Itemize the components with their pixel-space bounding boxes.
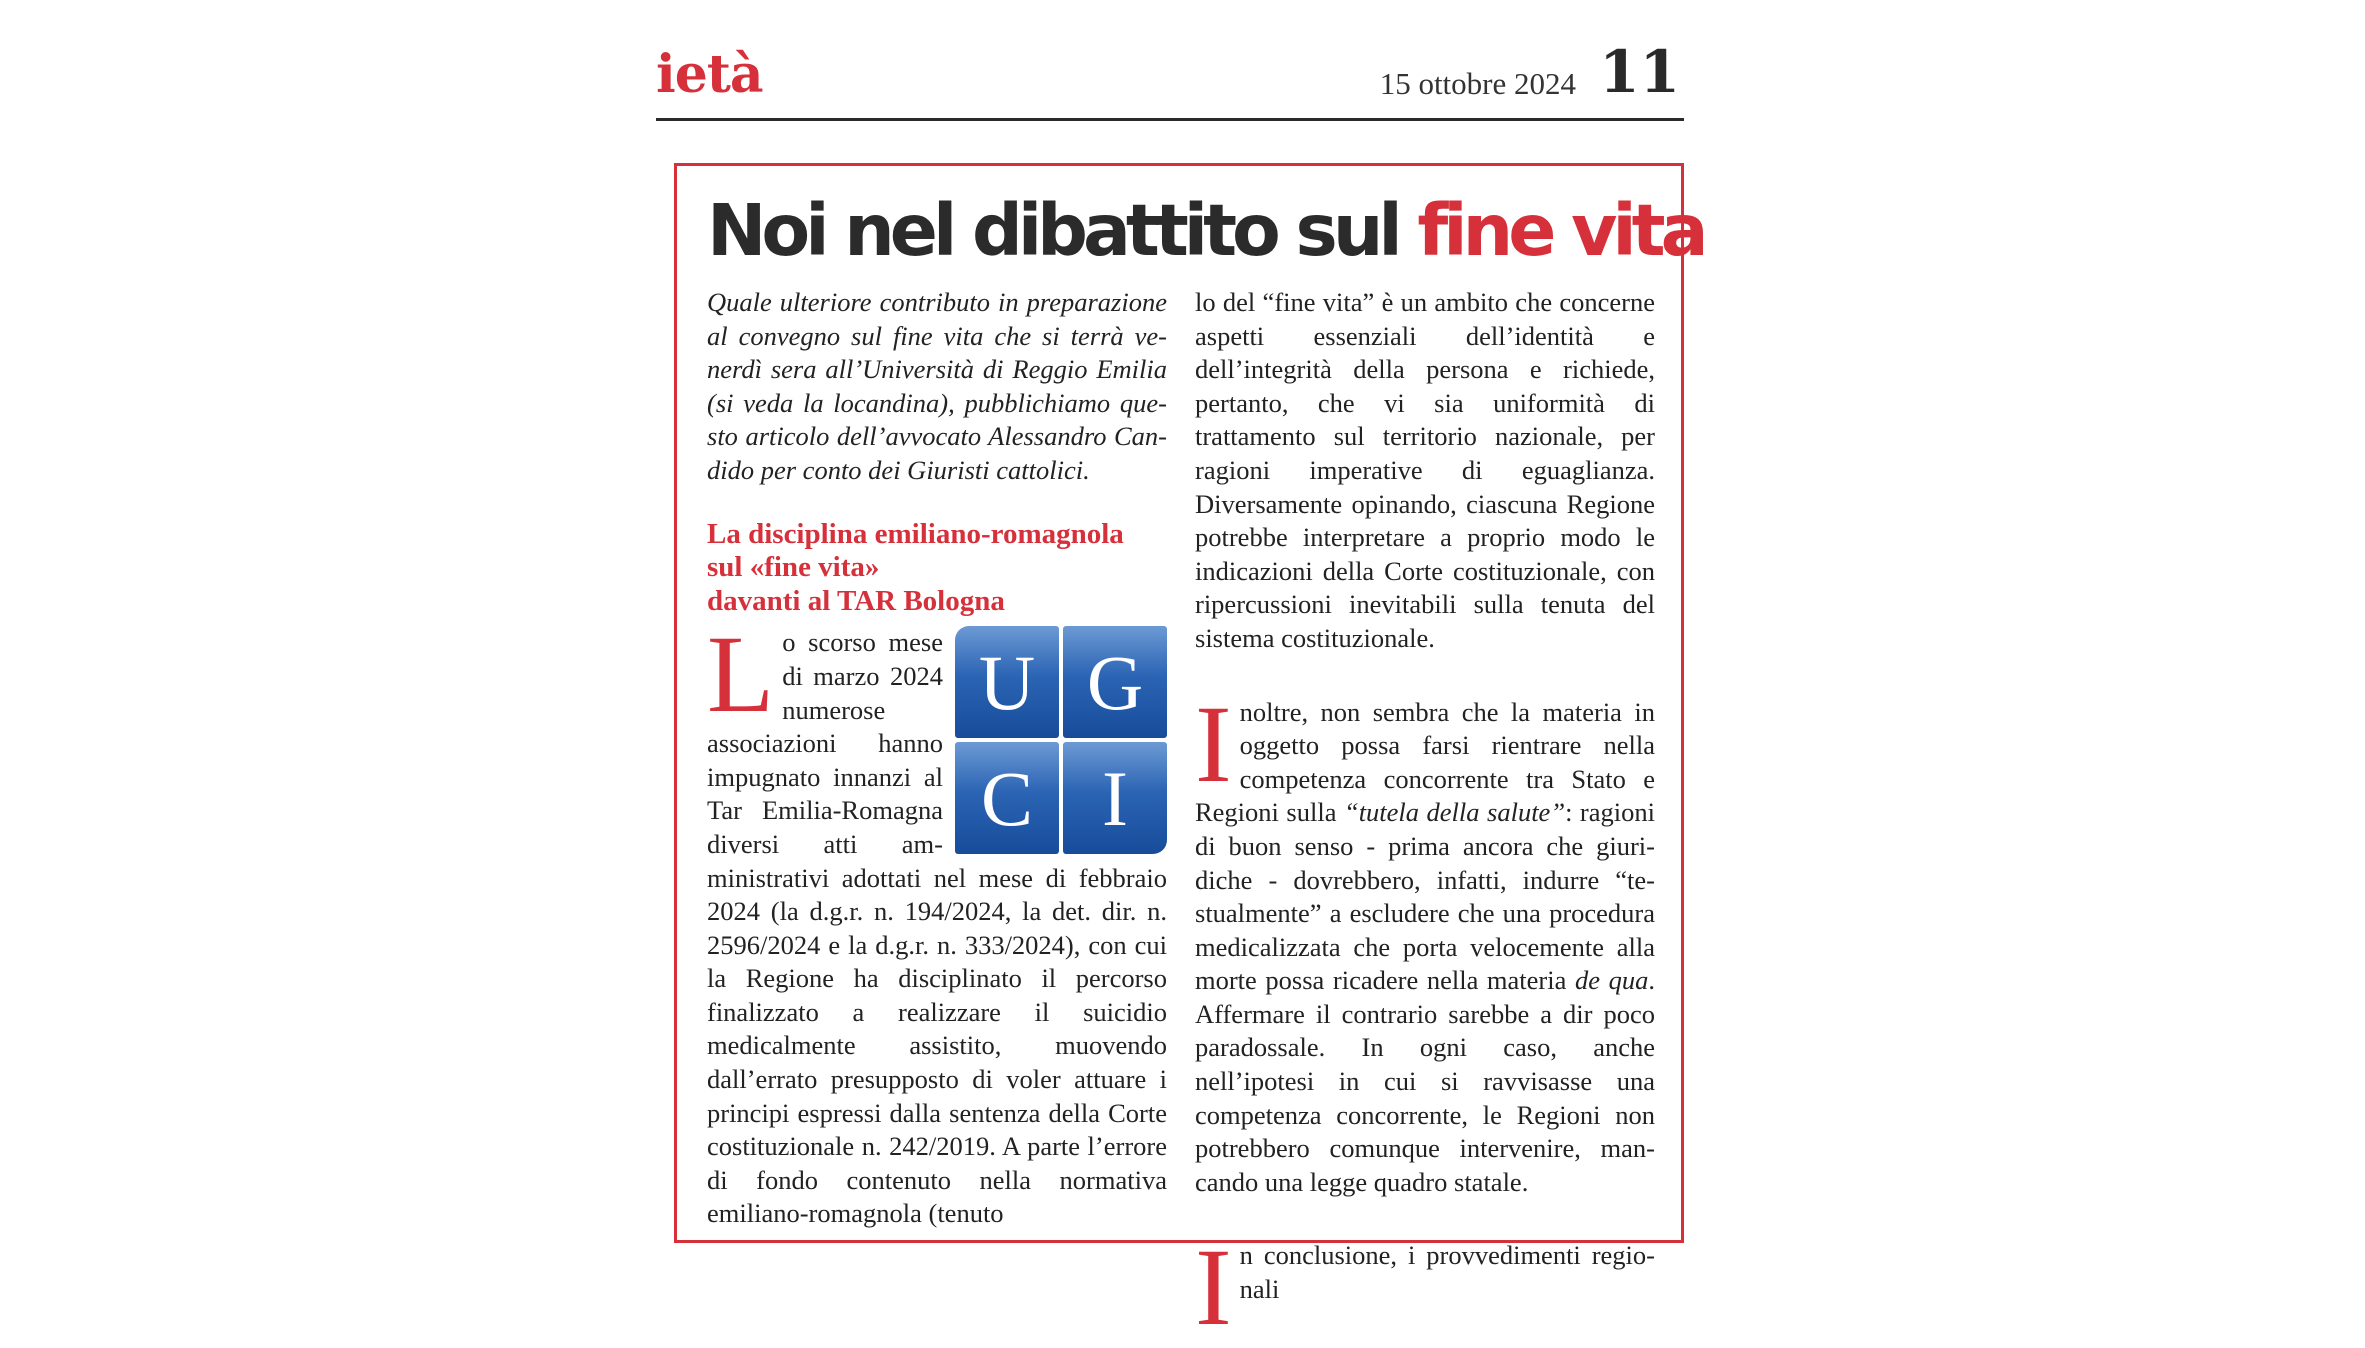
- paragraph-2-text-a: noltre, non sembra che la materia in oggetto possa farsi rientrare nella competenza concorrente tra Stato e Regioni sulla: [1195, 696, 1655, 828]
- subheading-line-2: sul «fine vita»: [707, 551, 880, 584]
- article-title: [707, 188, 1704, 273]
- dropcap-l: L: [707, 613, 775, 736]
- paragraph-2-text-c: . Affermare il contrario sarebbe a dir poco paradossale. In ogni caso, anche nell’ipotesi in cui si ravvisasse una competenza concorrente, le Regioni non potrebbero comunque intervenire, mancando una legge quadro statale.: [1195, 965, 1655, 1197]
- paragraph-2-text-b: : ragioni di buon senso - prima ancora che giuridiche - dovrebbero, infatti, indurre “testualmente” a escludere che una procedura medicalizzata che porta velocemente alla morte possa ricadere nella materia: [1195, 797, 1655, 996]
- logo-letter-c: C: [955, 742, 1059, 854]
- issue-date: 15 ottobre 2024: [1379, 66, 1576, 101]
- subheading-line-1: La disciplina emiliano-romagnola: [707, 517, 1124, 550]
- left-column: [707, 286, 1167, 1271]
- logo-letter-g: G: [1063, 626, 1167, 738]
- logo-letter-i: I: [1063, 742, 1167, 854]
- title-main: Noi nel dibattito sul: [707, 189, 1418, 272]
- dropcap-i-2: I: [1195, 1226, 1232, 1348]
- article-box: [674, 163, 1704, 1348]
- page-number: 11: [1599, 38, 1680, 106]
- page-header: [656, 38, 1684, 121]
- subheading-line-3: davanti al TAR Bologna: [707, 584, 1005, 617]
- paragraph-2: [1195, 682, 1655, 1200]
- section-name: ietà: [656, 44, 763, 105]
- paragraph-1-text: o scorso mese di marzo 2024 numerose associazioni hanno impugnato innanzi al Tar Emilia-Romagna diversi atti amministrativi adottati nel mese di febbraio 2024 (la d.g.r. n. 194/2024, la det. dir. n. 2596/2024 e la d.g.r. n. 333/2024), con cui la Regione ha disciplinato il percorso finalizzato a realizzare il suicidio medicalmente assistito, muovendo dall’errato presupposto di voler attuare i principi espressi dalla sentenza della Corte costituzionale n. 242/2019. A parte l’errore di fondo contenuto nella normativa emiliano-romagnola (tenuto: [707, 627, 1167, 1229]
- subheading: [707, 518, 1167, 619]
- right-column: [1195, 286, 1655, 1347]
- dropcap-i: I: [1195, 682, 1232, 805]
- paragraph-2-italic-a: “tutela della salute”: [1343, 797, 1566, 828]
- paragraph-3-text: n conclusione, i provvedimenti regionali: [1239, 1240, 1655, 1305]
- logo-letter-u: U: [955, 626, 1059, 738]
- ugci-logo: [955, 626, 1167, 854]
- article-intro: Quale ulteriore contributo in preparazione al convegno sul fine vita che si terrà venerdì sera all’Università di Reggio Emilia (si veda la locandina), pubblichiamo questo articolo dell’avvocato Alessandro Candido per conto dei Giuristi cattolici.: [707, 287, 1167, 485]
- paragraph-right-1: lo del “fine vita” è un ambito che concerne aspetti essenziali dell’identità e dell’integrità della persona e richiede, pertanto, che vi sia uniformità di trattamento sul territorio nazionale, per ragioni imperative di eguaglianza. Diversamente opinando, ciascuna Regione potrebbe interpretare a proprio modo le indicazioni della Corte costituzionale, con ripercussioni inevitabili sulla tenuta del sistema costituzionale.: [1195, 287, 1655, 653]
- title-accent: fine vita: [1417, 189, 1704, 272]
- paragraph-2-italic-b: de qua: [1575, 965, 1649, 996]
- paragraph-3: [1195, 1226, 1655, 1348]
